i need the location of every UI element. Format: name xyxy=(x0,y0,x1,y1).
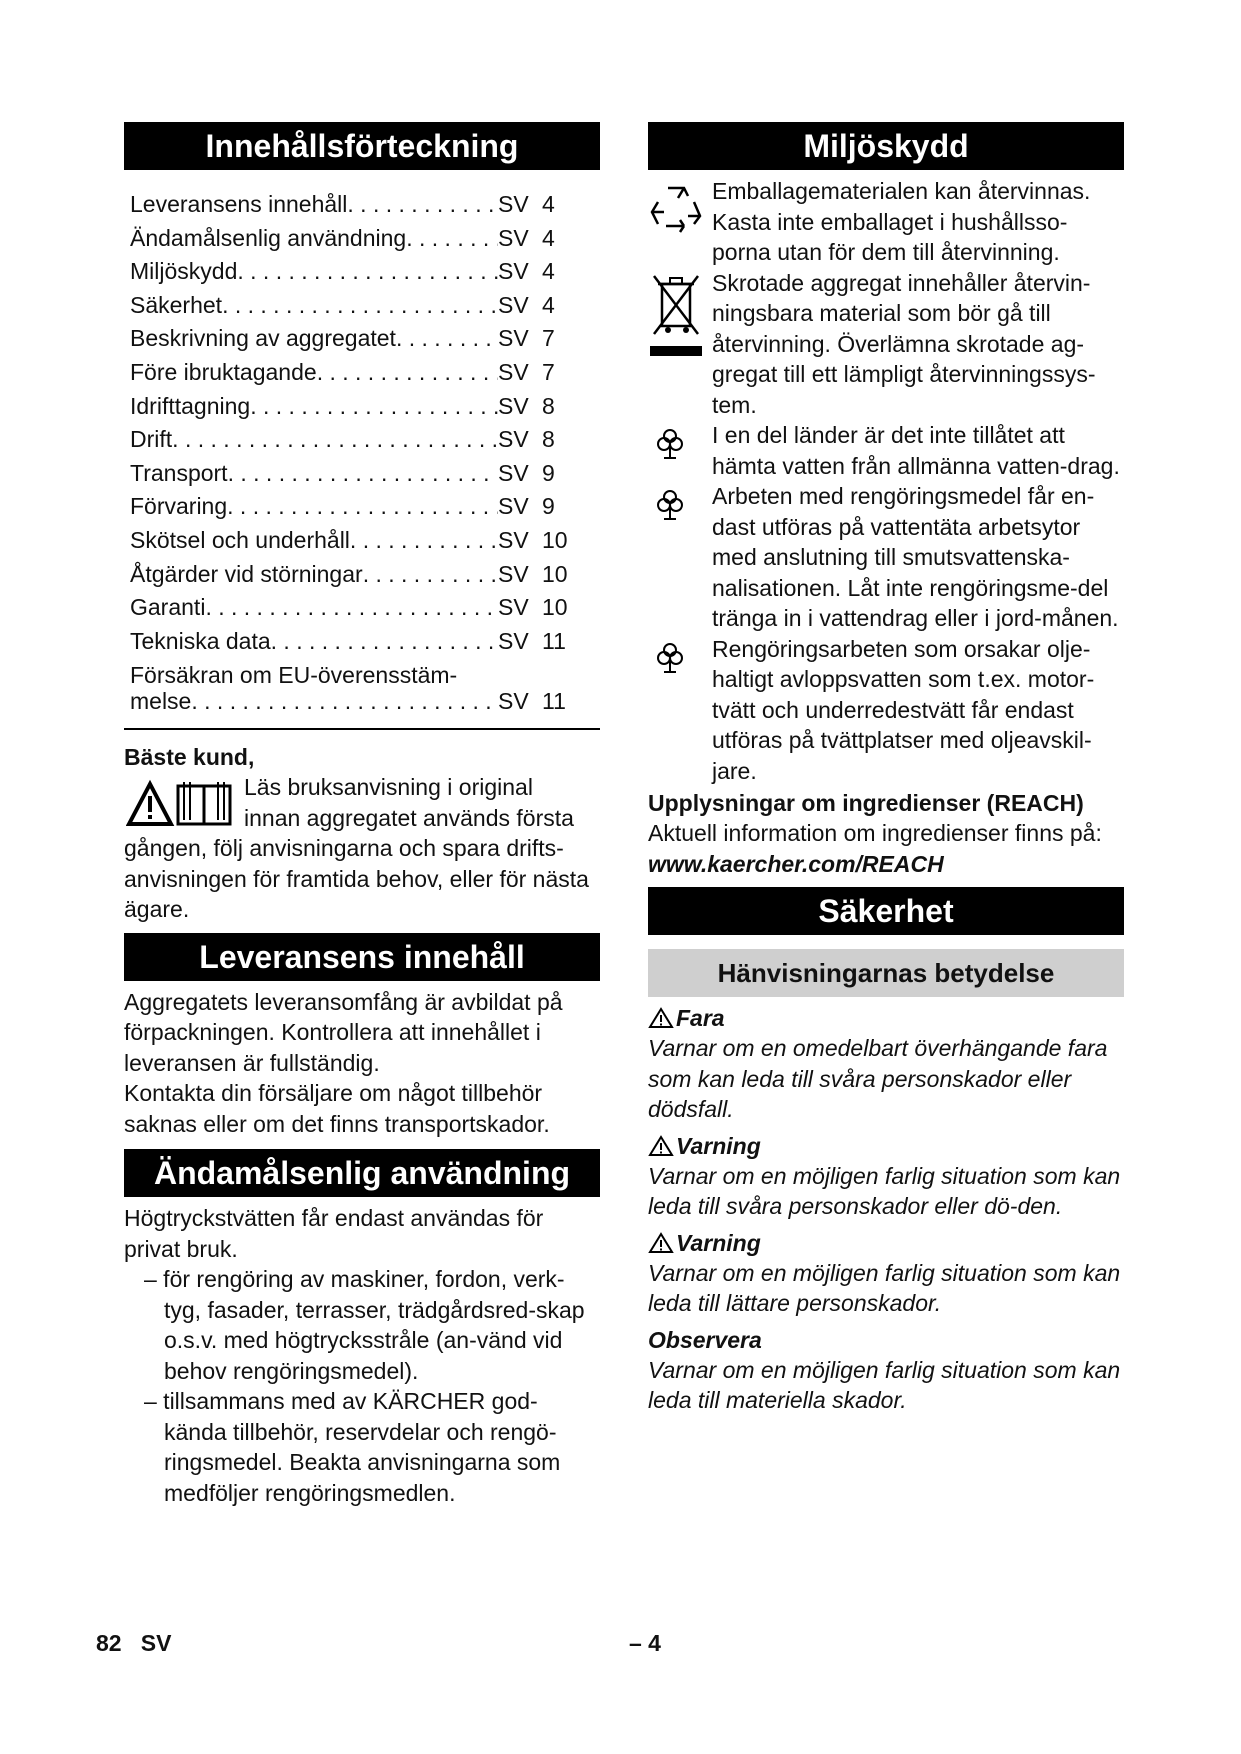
page-number: 82 SV xyxy=(96,1630,172,1656)
safety-level-notice: Observera Varnar om en möjligen farlig situation som kan leda till materiella skador. xyxy=(648,1326,1121,1413)
intended-use-heading: Ändamålsenlig användning xyxy=(124,1149,600,1197)
reach-link[interactable]: www.kaercher.com/REACH xyxy=(648,850,944,877)
toc-entry[interactable]: Leveransens innehåll . . . SV 4 xyxy=(130,188,594,222)
toc-entry[interactable]: Tekniska data . . . SV 11 xyxy=(130,625,594,659)
left-column: Innehållsförteckning Leveransens innehåll . . . SV 4 Ändamålsenlig användning . . . SV 4 Miljöskydd . . . SV 4 Säkerhet . . . SV 4 Beskrivning av aggregatet . . . SV 7 Före ibruktagande . . . SV 7 Idrifttagning . . . SV 8 Drift . . . SV 8 Transport . . . SV 9 Förvaring . . . SV 9 Skötsel och underhåll . . . SV 10 Åtgärder vid störningar . . . SV 10 Garanti . . . SV 10 Tekniska data . . . SV 11 Försäkran om EU-överensstäm- melse . . . SV 11 Bäste kund, Läs bruksanvisning i original innan aggregatet används första gången, följ anvisningarna och spara drifts-anvisningen för framtida behov, eller för nästa ägare. Leveransens innehåll Aggregatets leveransomfång är avbildat på förpackningen. Kontrollera att innehållet i leveransen är fullständig. Kontakta din försäljare om något tillbehör saknas eller om det finns transportskador. Ändamålsenlig användning Högtryckstvätten får endast användas för privat bruk. – för rengöring av maskiner, fordon, verk-tyg, fasader, terrasser, trädgårdsred-skap o.s.v. med högtrycksstråle (an-vänd vid behov rengöringsmedel). – tillsammans med av KÄRCHER god-kända tillbehör, reservdelar och rengö-ringsmedel. Beakta anvisningarna som medföljer rengöringsmedlen. xyxy=(124,122,600,1508)
safety-levels xyxy=(648,1003,1124,1416)
toc-entry[interactable]: Miljöskydd . . . SV 4 xyxy=(130,255,594,289)
toc-entry[interactable]: Garanti . . . SV 10 xyxy=(130,591,594,625)
safety-level-warning: Varning Varnar om en möjligen farlig situation som kan leda till svåra personskador eller dö-den. xyxy=(648,1132,1121,1219)
env-item-packaging: Emballagematerialen kan återvinnas. Kasta inte emballaget i hushållsso-porna utan för dem till återvinning. xyxy=(648,176,1124,268)
warning-triangle-icon xyxy=(648,1135,674,1157)
crossed-bin-icon xyxy=(648,272,704,362)
toc-entry[interactable]: Förvaring . . . SV 9 xyxy=(130,490,594,524)
greeting: Bäste kund, xyxy=(124,744,255,771)
env-item-oil: Rengöringsarbeten som orsakar olje-haltigt avloppsvatten som t.ex. motor-tvätt och underredestvätt får endast utföras på tvättplatser med oljeavskil-jare. xyxy=(648,634,1124,787)
toc-heading: Innehållsförteckning xyxy=(124,122,600,170)
toc-entry[interactable]: Ändamålsenlig användning . . . SV 4 xyxy=(130,222,594,256)
read-manual-note: Läs bruksanvisning i original innan aggregatet används första gången, följ anvisningarna och spara drifts-anvisningen för framtida behov, eller för nästa ägare. xyxy=(124,774,589,923)
warning-read-manual-icon xyxy=(126,776,236,828)
list-item: – tillsammans med av KÄRCHER god-kända tillbehör, reservdelar och rengö-ringsmedel. Beakta anvisningarna som medföljer rengöringsmedlen. xyxy=(144,1388,561,1506)
safety-level-danger: Fara Varnar om en omedelbart överhängande fara som kan leda till svåra personskador eller dödsfall. xyxy=(648,1005,1108,1122)
toc-entry[interactable]: Före ibruktagande . . . SV 7 xyxy=(130,356,594,390)
list-item: – för rengöring av maskiner, fordon, verk-tyg, fasader, terrasser, trädgårdsred-skap o.s.v. med högtrycksstråle (an-vänd vid behov rengöringsmedel). xyxy=(144,1266,585,1384)
page-marker: – 4 xyxy=(629,1630,661,1656)
toc-entry-declaration[interactable]: Försäkran om EU-överensstäm- melse . . . SV 11 xyxy=(130,662,594,714)
toc-entry[interactable]: Säkerhet . . . SV 4 xyxy=(130,289,594,323)
toc-entry[interactable]: Idrifttagning . . . SV 8 xyxy=(130,390,594,424)
right-column: Miljöskydd Emballagematerialen kan återvinnas. Kasta inte emballaget i hushållsso-porna utan för dem till återvinning. Skrotade aggregat innehåller återvin-ningsbara material som bör gå till återvinning. Överlämna skrotade ag-gregat till ett lämpligt återvinningssys-tem. I en del länder är det inte tillåtet att hämta vatten från allmänna vatten-drag. Arbeten med rengöringsmedel får en-dast utföras på vattentäta arbetsytor med anslutning till smutsvattenska-nalisationen. Låt inte rengöringsme-del tränga in i vattendrag eller i jord-månen. Rengöringsarbeten som orsakar olje-haltigt avloppsvatten som t.ex. motor-tvätt och underredestvätt får endast utföras på tvättplatser med oljeavskil-jare. Upplysningar om ingredienser (REACH) Aktuell information om ingredienser finns på: www.kaercher.com/REACH Säkerhet Hänvisningarnas betydelse Fara Varnar om en omedelbart överhängande fara som kan leda till svåra personskador eller dödsfall. Varning Varnar om en möjligen farlig situation som kan leda till svåra personskador eller dö-den. Varning Varnar om en möjligen farlig situation som kan leda till lättare personskador. Observera Varnar om en möjligen farlig situation som kan leda till materiella skador. xyxy=(648,122,1124,1416)
environment-heading: Miljöskydd xyxy=(648,122,1124,170)
toc-entry[interactable]: Transport . . . SV 9 xyxy=(130,457,594,491)
warning-triangle-icon xyxy=(648,1007,674,1029)
safety-level-caution: Varning Varnar om en möjligen farlig situation som kan leda till lättare personskador. xyxy=(648,1229,1121,1316)
delivery-heading: Leveransens innehåll xyxy=(124,933,600,981)
warning-triangle-icon xyxy=(648,1232,674,1254)
environment-tree-icon xyxy=(648,483,704,523)
table-of-contents xyxy=(124,170,600,730)
env-item-water: I en del länder är det inte tillåtet att hämta vatten från allmänna vatten-drag. xyxy=(648,420,1124,481)
env-item-detergents: Arbeten med rengöringsmedel får en-dast utföras på vattentäta arbetsytor med anslutning till smutsvattenska-nalisationen. Låt inte rengöringsme-del tränga in i vattendrag eller i jord-månen. xyxy=(648,481,1124,634)
toc-entry[interactable]: Drift . . . SV 8 xyxy=(130,423,594,457)
recycle-icon xyxy=(648,180,704,236)
environment-tree-icon xyxy=(648,636,704,676)
toc-entry[interactable]: Åtgärder vid störningar . . . SV 10 xyxy=(130,558,594,592)
reach-heading: Upplysningar om ingredienser (REACH) xyxy=(648,790,1084,816)
environment-tree-icon xyxy=(648,422,704,462)
toc-entry[interactable]: Skötsel och underhåll . . . SV 10 xyxy=(130,524,594,558)
env-item-scrapped-appliances: Skrotade aggregat innehåller återvin-ningsbara material som bör gå till återvinning. Överlämna skrotade ag-gregat till ett lämpligt återvinningssys-tem. xyxy=(648,268,1124,421)
safety-heading: Säkerhet xyxy=(648,887,1124,935)
toc-entry[interactable]: Beskrivning av aggregatet . . . SV 7 xyxy=(130,322,594,356)
safety-subheading: Hänvisningarnas betydelse xyxy=(648,949,1124,997)
